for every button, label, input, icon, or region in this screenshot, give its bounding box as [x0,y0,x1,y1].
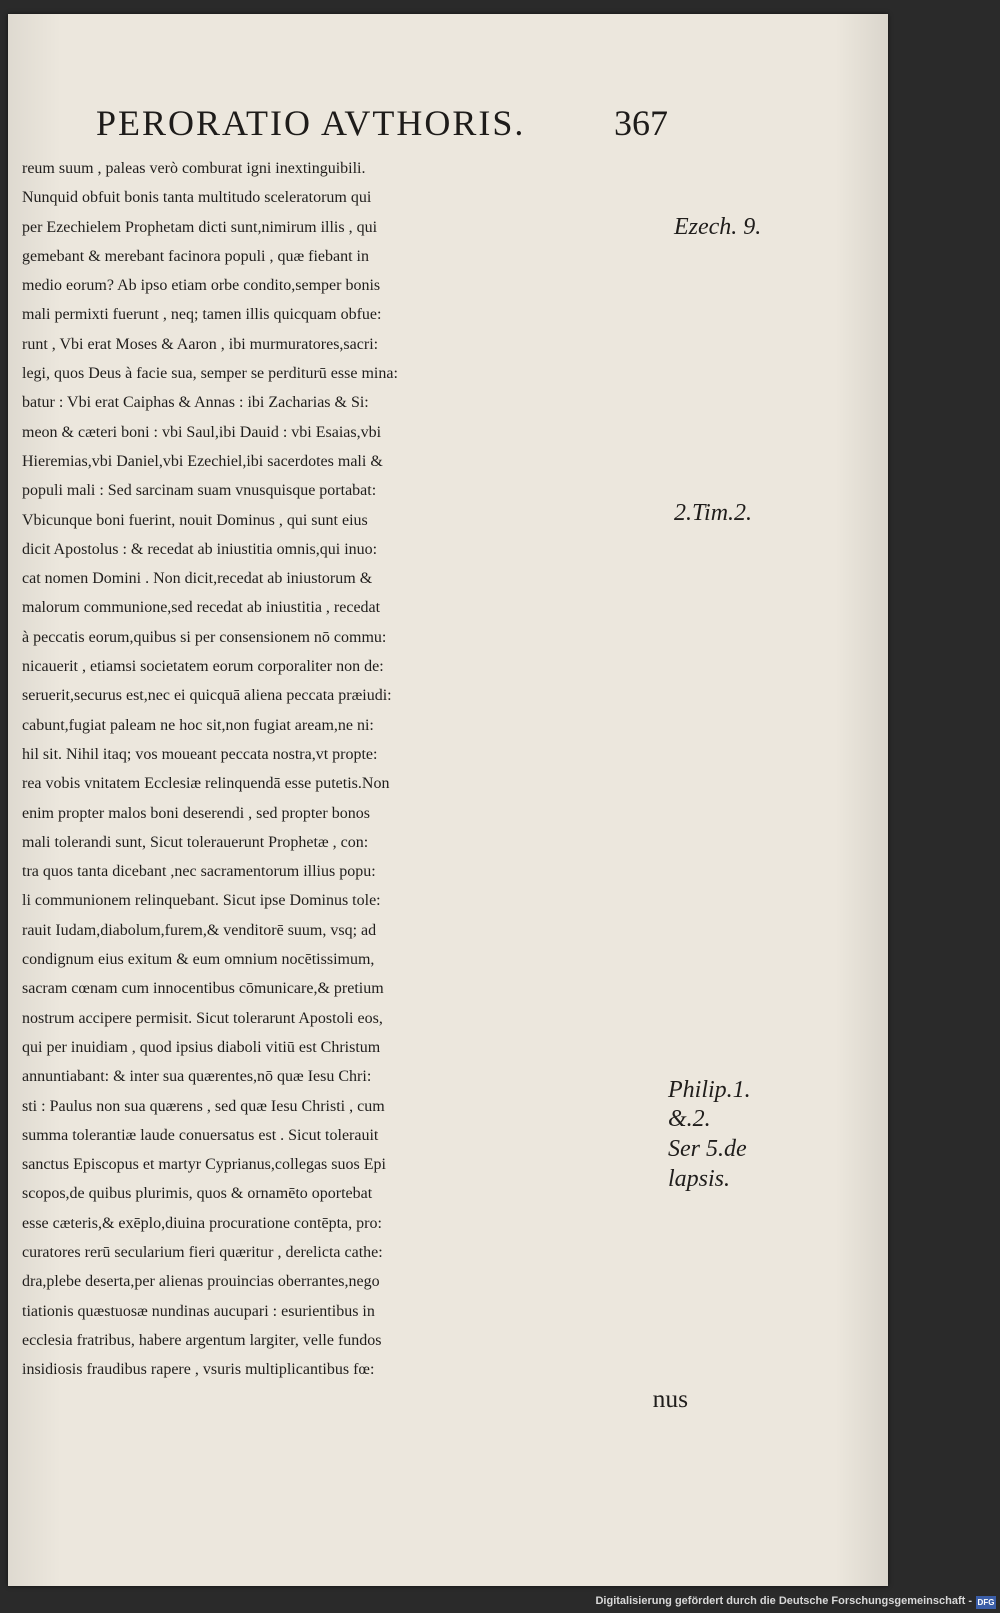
book-page [8,14,888,1586]
margin-note-tim: 2.Tim.2. [674,500,753,526]
footer-strip [0,1594,1000,1613]
text-line: reum suum , paleas verò comburat igni inextinguibili. [22,160,366,177]
text-line: Hieremias,vbi Daniel,vbi Ezechiel,ibi sacerdotes mali & [22,452,383,470]
margin-note-lapsis: lapsis. [668,1166,731,1192]
text-line: dicit Apostolus : & recedat ab iniustitia omnis,qui inuo: [22,540,378,558]
text-line: sti : Paulus non sua quærens , sed quæ Iesu Christi , cum [22,1097,385,1115]
text-line: curatores rerū secularium fieri quæritur , derelicta cathe: [22,1243,383,1261]
text-line: medio eorum? Ab ipso etiam orbe condito,semper bonis [22,277,381,295]
dfg-logo-icon: DFG [977,1598,995,1607]
text-line: legi, quos Deus à facie sua, semper se perditurū esse mina: [22,365,398,383]
text-line: populi mali : Sed sarcinam suam vnusquisque portabat: [22,482,377,500]
text-line: Vbicunque boni fuerint, nouit Dominus , qui sunt eius [22,511,368,529]
text-line: seruerit,securus est,nec ei quicquā aliena peccata præiudi: [22,687,392,705]
funding-credit: Digitalisierung gefördert durch die Deutsche Forschungsgemeinschaft - [595,1595,972,1607]
text-line: annuntiabant: & inter sua quærentes,nō quæ Iesu Chri: [22,1068,372,1086]
margin-note-ser: Ser 5.de [668,1136,747,1162]
body-text [22,154,694,1414]
text-line: rea vobis vnitatem Ecclesiæ relinquendā esse putetis.Non [22,775,390,793]
text-line: mali permixti fuerunt , neq; tamen illis quicquam obfue: [22,306,382,324]
margin-note-philip: Philip.1. [668,1077,751,1103]
text-line: enim propter malos boni deserendi , sed propter bonos [22,804,370,822]
text-line: Nunquid obfuit bonis tanta multitudo sceleratorum qui [22,189,372,207]
margin-note-ezech: Ezech. 9. [674,214,762,240]
text-line: per Ezechielem Prophetam dicti sunt,nimirum illis , qui [22,218,378,236]
text-line: sacram cœnam cum innocentibus cōmunicare,& pretium [22,980,384,998]
text-line: li communionem relinquebant. Sicut ipse Dominus tole: [22,892,381,910]
text-line: batur : Vbi erat Caiphas & Annas : ibi Zacharias & Si: [22,394,369,412]
text-line: insidiosis fraudibus rapere , vsuris multiplicantibus fœ: [22,1361,375,1379]
text-line: scopos,de quibus plurimis, quos & ornamēto oportebat [22,1185,373,1203]
text-line: tra quos tanta dicebant ,nec sacramentorum illius popu: [22,863,376,881]
text-line: condignum eius exitum & eum omnium nocētissimum, [22,951,375,969]
text-line: cabunt,fugiat paleam ne hoc sit,non fugiat aream,ne ni: [22,716,374,734]
text-line: à peccatis eorum,quibus si per consensionem nō commu: [22,628,387,646]
text-line: gemebant & merebant facinora populi , quæ fiebant in [22,247,369,265]
text-line: tiationis quæstuosæ nundinas aucupari : esurientibus in [22,1302,375,1320]
running-head: PERORATIO AVTHORIS. [96,103,526,143]
text-line: sanctus Episcopus et martyr Cyprianus,collegas suos Epi [22,1156,386,1174]
text-line: rauit Iudam,diabolum,furem,& venditorē suum, vsq; ad [22,921,377,939]
text-line: qui per inuidiam , quod ipsius diaboli vitiū est Christum [22,1038,381,1056]
text-line: ecclesia fratribus, habere argentum largiter, velle fundos [22,1331,382,1349]
text-line: malorum communione,sed recedat ab iniustitia , recedat [22,599,381,617]
margin-note-et: &.2. [668,1106,711,1132]
text-line: dra,plebe deserta,per alienas prouincias oberrantes,nego [22,1273,380,1291]
page-number: 367 [614,103,668,143]
text-line: mali tolerandi sunt, Sicut tolerauerunt Prophetæ , con: [22,833,369,851]
text-line: cat nomen Domini . Non dicit,recedat ab iniustorum & [22,570,373,588]
text-line: hil sit. Nihil itaq; vos moueant peccata nostra,vt propte: [22,745,378,763]
text-line: esse cæteris,& exēplo,diuina procuratione contēpta, pro: [22,1214,382,1232]
catchword: nus [652,1384,688,1414]
text-line: runt , Vbi erat Moses & Aaron , ibi murmuratores,sacri: [22,335,379,353]
page-header [96,102,696,152]
text-line: nostrum accipere permisit. Sicut tolerarunt Apostoli eos, [22,1009,383,1027]
text-line: summa tolerantiæ laude conuersatus est . Sicut tolerauit [22,1126,379,1144]
text-line: nicauerit , etiamsi societatem eorum corporaliter non de: [22,658,384,676]
text-line: meon & cæteri boni : vbi Saul,ibi Dauid : vbi Esaias,vbi [22,423,382,441]
